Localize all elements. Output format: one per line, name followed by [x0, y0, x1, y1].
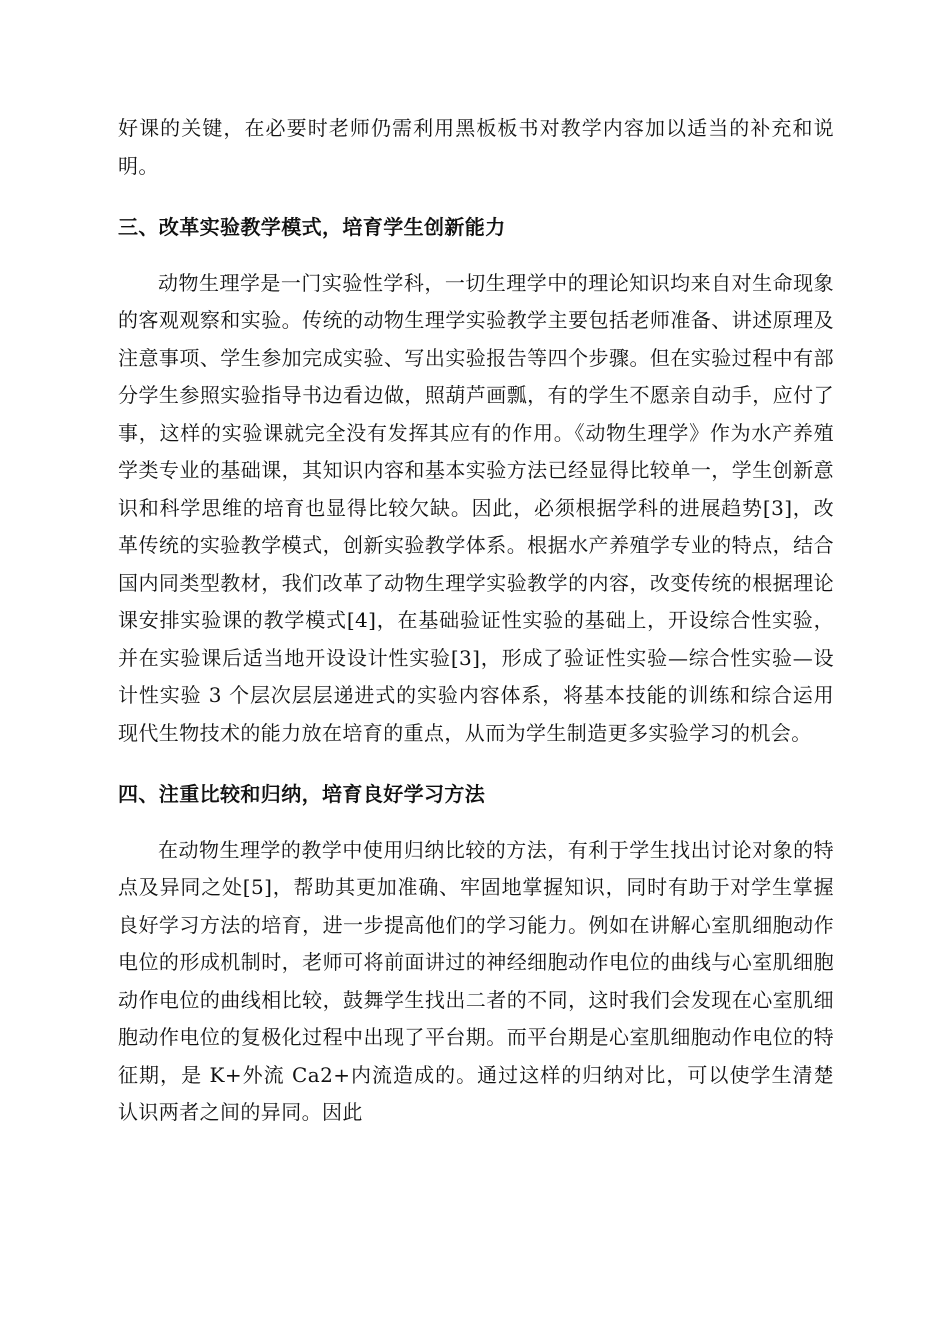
- section-heading-4: 四、注重比较和归纳，培育良好学习方法: [118, 782, 486, 806]
- paragraph-section-4: 在动物生理学的教学中使用归纳比较的方法，有利于学生找出讨论对象的特点及异同之处[5]，帮助其更加准确、牢固地掌握知识，同时有助于对学生掌握良好学习方法的培育，进一步提高他们的学习能力。例如在讲解心室肌细胞动作电位的形成机制时，老师可将前面讲过的神经细胞动作电位的曲线与心室肌细胞动作电位的曲线相比较，鼓舞学生找出二者的不同，这时我们会发现在心室肌细胞动作电位的复极化过程中出现了平台期。而平台期是心室肌细胞动作电位的特征期，是 K+外流 Ca2+内流造成的。通过这样的归纳对比，可以使学生清楚认识两者之间的异同。因此: [118, 837, 834, 1124]
- paragraph-section-3: 动物生理学是一门实验性学科，一切生理学中的理论知识均来自对生命现象的客观观察和实验。传统的动物生理学实验教学主要包括老师准备、讲述原理及注意事项、学生参加完成实验、写出实验报告等四个步骤。但在实验过程中有部分学生参照实验指导书边看边做，照葫芦画瓢，有的学生不愿亲自动手，应付了事，这样的实验课就完全没有发挥其应有的作用。《动物生理学》作为水产养殖学类专业的基础课，其知识内容和基本实验方法已经显得比较单一，学生创新意识和科学思维的培育也显得比较欠缺。因此，必须根据学科的进展趋势[3]，改革传统的实验教学模式，创新实验教学体系。根据水产养殖学专业的特点，结合国内同类型教材，我们改革了动物生理学实验教学的内容，改变传统的根据理论课安排实验课的教学模式[4]，在基础验证性实验的基础上，开设综合性实验，并在实验课后适当地开设设计性实验[3]，形成了验证性实验—综合性实验—设计性实验 3 个层次层层递进式的实验内容体系，将基本技能的训练和综合运用现代生物技术的能力放在培育的重点，从而为学生制造更多实验学习的机会。: [118, 270, 834, 745]
- paragraph-continuation: 好课的关键，在必要时老师仍需利用黑板板书对教学内容加以适当的补充和说明。: [118, 116, 834, 178]
- section-heading-3: 三、改革实验教学模式，培育学生创新能力: [118, 215, 506, 239]
- document-body: [118, 110, 834, 1132]
